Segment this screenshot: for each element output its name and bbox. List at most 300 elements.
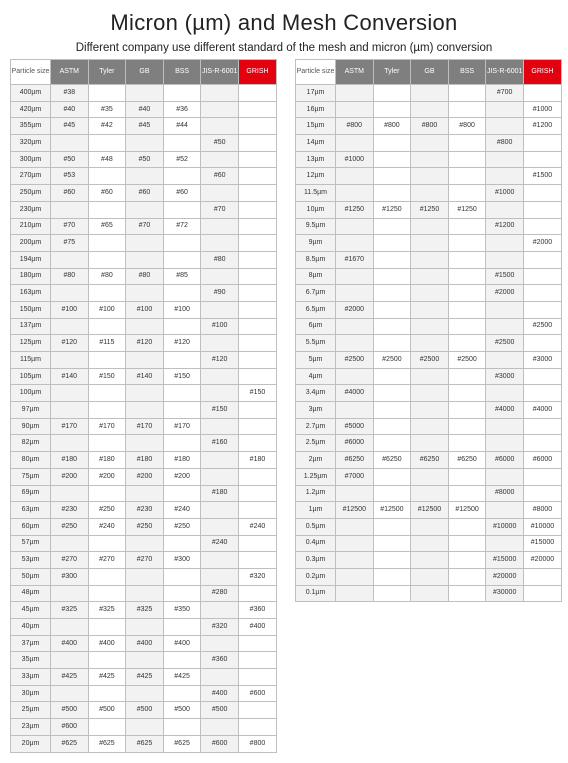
table-row xyxy=(11,218,277,235)
table-body-left xyxy=(11,85,277,753)
mesh-cell xyxy=(163,652,201,669)
mesh-cell xyxy=(336,218,374,235)
mesh-cell: #1250 xyxy=(373,201,411,218)
mesh-cell xyxy=(238,235,276,252)
table-row xyxy=(296,285,562,302)
particle-size-cell: 1µm xyxy=(296,502,336,519)
mesh-cell xyxy=(373,435,411,452)
mesh-cell: #270 xyxy=(88,552,126,569)
mesh-cell: #400 xyxy=(88,635,126,652)
particle-size-cell: 30µm xyxy=(11,685,51,702)
mesh-cell xyxy=(448,518,486,535)
mesh-cell xyxy=(201,468,239,485)
particle-size-cell: 35µm xyxy=(11,652,51,669)
mesh-cell xyxy=(126,652,164,669)
mesh-cell xyxy=(88,402,126,419)
mesh-cell: #90 xyxy=(201,285,239,302)
mesh-cell xyxy=(51,485,89,502)
mesh-cell xyxy=(373,535,411,552)
particle-size-cell: 53µm xyxy=(11,552,51,569)
mesh-cell xyxy=(88,652,126,669)
mesh-cell: #4000 xyxy=(486,402,524,419)
mesh-cell xyxy=(88,435,126,452)
mesh-cell xyxy=(336,285,374,302)
particle-size-cell: 16µm xyxy=(296,101,336,118)
mesh-cell xyxy=(523,251,561,268)
mesh-cell xyxy=(336,168,374,185)
mesh-cell xyxy=(448,251,486,268)
mesh-cell xyxy=(88,585,126,602)
mesh-cell xyxy=(238,335,276,352)
mesh-cell: #2000 xyxy=(486,285,524,302)
mesh-cell xyxy=(238,285,276,302)
header-jis: JIS-R-6001 xyxy=(201,60,239,85)
mesh-cell: #1670 xyxy=(336,251,374,268)
mesh-cell xyxy=(373,235,411,252)
header-bss: BSS xyxy=(163,60,201,85)
mesh-cell xyxy=(486,502,524,519)
mesh-cell xyxy=(238,635,276,652)
mesh-cell: #240 xyxy=(88,518,126,535)
mesh-cell: #625 xyxy=(51,735,89,752)
mesh-cell xyxy=(486,535,524,552)
mesh-cell xyxy=(336,335,374,352)
particle-size-cell: 0.3µm xyxy=(296,552,336,569)
table-row xyxy=(11,168,277,185)
mesh-cell: #60 xyxy=(51,185,89,202)
mesh-cell xyxy=(163,235,201,252)
mesh-cell xyxy=(163,435,201,452)
mesh-cell xyxy=(448,335,486,352)
mesh-cell: #500 xyxy=(51,702,89,719)
mesh-cell xyxy=(373,468,411,485)
table-row xyxy=(296,268,562,285)
mesh-cell: #230 xyxy=(51,502,89,519)
particle-size-cell: 8µm xyxy=(296,268,336,285)
mesh-cell xyxy=(523,268,561,285)
particle-size-cell: 12µm xyxy=(296,168,336,185)
mesh-cell xyxy=(163,135,201,152)
mesh-cell xyxy=(373,335,411,352)
mesh-cell xyxy=(523,568,561,585)
mesh-cell xyxy=(411,101,449,118)
mesh-cell: #800 xyxy=(336,118,374,135)
mesh-cell xyxy=(523,185,561,202)
mesh-cell: #8000 xyxy=(523,502,561,519)
mesh-cell: #80 xyxy=(51,268,89,285)
mesh-cell xyxy=(373,402,411,419)
mesh-cell: #38 xyxy=(51,85,89,102)
mesh-cell xyxy=(411,251,449,268)
mesh-cell xyxy=(373,251,411,268)
mesh-cell: #48 xyxy=(88,151,126,168)
mesh-cell xyxy=(486,435,524,452)
mesh-cell: #35 xyxy=(88,101,126,118)
mesh-cell xyxy=(411,535,449,552)
header-particle-size: Particle size xyxy=(11,60,51,85)
mesh-cell: #15000 xyxy=(523,535,561,552)
mesh-cell: #50 xyxy=(51,151,89,168)
mesh-cell xyxy=(486,151,524,168)
mesh-cell: #160 xyxy=(201,435,239,452)
mesh-cell: #70 xyxy=(126,218,164,235)
mesh-cell: #240 xyxy=(201,535,239,552)
mesh-cell xyxy=(523,85,561,102)
particle-size-cell: 400µm xyxy=(11,85,51,102)
particle-size-cell: 1.2µm xyxy=(296,485,336,502)
mesh-cell xyxy=(163,318,201,335)
particle-size-cell: 2.7µm xyxy=(296,418,336,435)
table-row xyxy=(11,402,277,419)
mesh-cell xyxy=(88,485,126,502)
table-row xyxy=(296,168,562,185)
mesh-cell: #2000 xyxy=(523,235,561,252)
mesh-cell: #625 xyxy=(126,735,164,752)
particle-size-cell: 9.5µm xyxy=(296,218,336,235)
mesh-cell: #150 xyxy=(201,402,239,419)
table-row xyxy=(296,135,562,152)
mesh-cell: #240 xyxy=(238,518,276,535)
mesh-cell xyxy=(448,135,486,152)
table-row xyxy=(296,385,562,402)
mesh-cell xyxy=(51,619,89,636)
conversion-table-left xyxy=(10,59,277,753)
mesh-cell: #52 xyxy=(163,151,201,168)
mesh-cell xyxy=(448,485,486,502)
mesh-cell xyxy=(448,301,486,318)
mesh-cell: #350 xyxy=(163,602,201,619)
mesh-cell: #2500 xyxy=(448,352,486,369)
mesh-cell: #800 xyxy=(448,118,486,135)
table-row xyxy=(11,652,277,669)
mesh-cell xyxy=(411,435,449,452)
mesh-cell: #5000 xyxy=(336,418,374,435)
mesh-cell xyxy=(448,151,486,168)
table-row xyxy=(11,235,277,252)
mesh-cell: #325 xyxy=(88,602,126,619)
mesh-cell xyxy=(523,335,561,352)
mesh-cell: #250 xyxy=(51,518,89,535)
mesh-cell: #42 xyxy=(88,118,126,135)
mesh-cell xyxy=(201,118,239,135)
mesh-cell: #2500 xyxy=(411,352,449,369)
mesh-cell xyxy=(51,385,89,402)
mesh-cell xyxy=(373,318,411,335)
table-row xyxy=(296,402,562,419)
mesh-cell xyxy=(163,85,201,102)
mesh-cell: #12500 xyxy=(448,502,486,519)
table-row xyxy=(11,185,277,202)
mesh-cell xyxy=(126,619,164,636)
header-gb: GB xyxy=(126,60,164,85)
table-row xyxy=(296,585,562,602)
mesh-cell: #70 xyxy=(201,201,239,218)
particle-size-cell: 0.1µm xyxy=(296,585,336,602)
table-row xyxy=(296,418,562,435)
mesh-cell: #170 xyxy=(51,418,89,435)
mesh-cell: #53 xyxy=(51,168,89,185)
mesh-cell: #180 xyxy=(126,452,164,469)
mesh-cell xyxy=(88,318,126,335)
particle-size-cell: 115µm xyxy=(11,352,51,369)
mesh-cell: #1250 xyxy=(411,201,449,218)
table-row xyxy=(296,251,562,268)
mesh-cell: #1000 xyxy=(523,101,561,118)
mesh-cell xyxy=(411,301,449,318)
particle-size-cell: 3.4µm xyxy=(296,385,336,402)
mesh-cell: #1250 xyxy=(336,201,374,218)
particle-size-cell: 210µm xyxy=(11,218,51,235)
mesh-cell: #280 xyxy=(201,585,239,602)
mesh-cell xyxy=(88,685,126,702)
particle-size-cell: 37µm xyxy=(11,635,51,652)
mesh-cell xyxy=(163,535,201,552)
particle-size-cell: 60µm xyxy=(11,518,51,535)
mesh-cell xyxy=(373,268,411,285)
table-row xyxy=(296,452,562,469)
mesh-cell xyxy=(201,719,239,736)
particle-size-cell: 105µm xyxy=(11,368,51,385)
mesh-cell xyxy=(486,318,524,335)
mesh-cell xyxy=(448,435,486,452)
mesh-cell xyxy=(336,318,374,335)
particle-size-cell: 25µm xyxy=(11,702,51,719)
table-row xyxy=(296,118,562,135)
mesh-cell xyxy=(373,385,411,402)
table-row xyxy=(296,368,562,385)
mesh-cell xyxy=(373,285,411,302)
table-row xyxy=(11,151,277,168)
particle-size-cell: 45µm xyxy=(11,602,51,619)
mesh-cell xyxy=(336,101,374,118)
mesh-cell xyxy=(238,669,276,686)
mesh-cell xyxy=(201,368,239,385)
mesh-cell xyxy=(88,719,126,736)
particle-size-cell: 23µm xyxy=(11,719,51,736)
mesh-cell xyxy=(126,585,164,602)
mesh-cell: #3000 xyxy=(523,352,561,369)
particle-size-cell: 0.4µm xyxy=(296,535,336,552)
particle-size-cell: 3µm xyxy=(296,402,336,419)
header-grish: GRISH xyxy=(238,60,276,85)
page-title: Micron (µm) and Mesh Conversion xyxy=(110,10,458,35)
mesh-cell xyxy=(523,135,561,152)
particle-size-cell: 14µm xyxy=(296,135,336,152)
table-row xyxy=(296,101,562,118)
table-row xyxy=(11,518,277,535)
header-gb: GB xyxy=(411,60,449,85)
mesh-cell xyxy=(411,468,449,485)
mesh-cell xyxy=(448,318,486,335)
mesh-cell: #500 xyxy=(201,702,239,719)
mesh-cell xyxy=(201,518,239,535)
mesh-cell xyxy=(238,168,276,185)
table-row xyxy=(11,702,277,719)
mesh-cell: #100 xyxy=(51,301,89,318)
mesh-cell: #1200 xyxy=(523,118,561,135)
table-row xyxy=(11,552,277,569)
mesh-cell: #250 xyxy=(88,502,126,519)
mesh-cell xyxy=(238,485,276,502)
table-row xyxy=(11,602,277,619)
mesh-cell xyxy=(238,418,276,435)
mesh-cell xyxy=(411,151,449,168)
mesh-cell xyxy=(238,652,276,669)
mesh-cell xyxy=(126,352,164,369)
mesh-cell xyxy=(448,585,486,602)
mesh-cell xyxy=(163,485,201,502)
mesh-cell: #170 xyxy=(163,418,201,435)
mesh-cell xyxy=(523,301,561,318)
particle-size-cell: 420µm xyxy=(11,101,51,118)
mesh-cell xyxy=(238,301,276,318)
header-jis: JIS-R-6001 xyxy=(486,60,524,85)
mesh-cell: #300 xyxy=(51,568,89,585)
mesh-cell xyxy=(448,568,486,585)
mesh-cell xyxy=(523,485,561,502)
mesh-cell: #45 xyxy=(51,118,89,135)
mesh-cell xyxy=(201,418,239,435)
mesh-cell xyxy=(486,101,524,118)
mesh-cell xyxy=(373,101,411,118)
particle-size-cell: 40µm xyxy=(11,619,51,636)
mesh-cell: #400 xyxy=(201,685,239,702)
mesh-cell xyxy=(201,669,239,686)
mesh-cell: #400 xyxy=(163,635,201,652)
particle-size-cell: 100µm xyxy=(11,385,51,402)
mesh-cell xyxy=(88,135,126,152)
mesh-cell: #100 xyxy=(88,301,126,318)
mesh-cell xyxy=(373,418,411,435)
particle-size-cell: 300µm xyxy=(11,151,51,168)
mesh-cell xyxy=(448,218,486,235)
mesh-cell xyxy=(88,251,126,268)
mesh-cell: #500 xyxy=(126,702,164,719)
particle-size-cell: 11.5µm xyxy=(296,185,336,202)
table-row xyxy=(11,285,277,302)
table-row xyxy=(296,485,562,502)
particle-size-cell: 8.5µm xyxy=(296,251,336,268)
mesh-cell xyxy=(163,251,201,268)
mesh-cell: #6250 xyxy=(336,452,374,469)
particle-size-cell: 82µm xyxy=(11,435,51,452)
table-row xyxy=(296,301,562,318)
mesh-cell xyxy=(201,602,239,619)
mesh-cell: #360 xyxy=(238,602,276,619)
mesh-cell: #2500 xyxy=(486,335,524,352)
header-bss: BSS xyxy=(448,60,486,85)
mesh-cell: #1000 xyxy=(486,185,524,202)
mesh-cell: #20000 xyxy=(523,552,561,569)
mesh-cell xyxy=(448,235,486,252)
mesh-cell xyxy=(373,368,411,385)
mesh-cell xyxy=(163,619,201,636)
mesh-cell xyxy=(163,402,201,419)
mesh-cell xyxy=(163,168,201,185)
mesh-cell xyxy=(373,85,411,102)
particle-size-cell: 33µm xyxy=(11,669,51,686)
mesh-cell xyxy=(238,185,276,202)
mesh-cell: #120 xyxy=(163,335,201,352)
mesh-cell: #300 xyxy=(163,552,201,569)
table-row xyxy=(296,185,562,202)
mesh-cell: #70 xyxy=(51,218,89,235)
table-row xyxy=(11,619,277,636)
mesh-cell xyxy=(201,185,239,202)
table-row xyxy=(11,535,277,552)
mesh-cell xyxy=(51,652,89,669)
mesh-cell xyxy=(448,368,486,385)
mesh-cell: #30000 xyxy=(486,585,524,602)
mesh-cell xyxy=(238,435,276,452)
mesh-cell: #150 xyxy=(238,385,276,402)
mesh-cell xyxy=(448,101,486,118)
particle-size-cell: 125µm xyxy=(11,335,51,352)
mesh-cell: #800 xyxy=(486,135,524,152)
mesh-cell xyxy=(163,352,201,369)
table-row xyxy=(11,101,277,118)
mesh-cell: #1000 xyxy=(336,151,374,168)
mesh-cell: #425 xyxy=(88,669,126,686)
mesh-cell xyxy=(411,585,449,602)
mesh-cell: #80 xyxy=(88,268,126,285)
mesh-cell: #7000 xyxy=(336,468,374,485)
mesh-cell: #100 xyxy=(163,301,201,318)
mesh-cell xyxy=(373,168,411,185)
table-body-right xyxy=(296,85,562,602)
mesh-cell: #140 xyxy=(126,368,164,385)
mesh-cell xyxy=(51,285,89,302)
mesh-cell xyxy=(523,385,561,402)
mesh-cell xyxy=(88,201,126,218)
mesh-cell xyxy=(336,552,374,569)
mesh-cell xyxy=(486,385,524,402)
mesh-cell: #1500 xyxy=(486,268,524,285)
mesh-cell xyxy=(126,318,164,335)
mesh-cell xyxy=(448,185,486,202)
mesh-cell: #10000 xyxy=(486,518,524,535)
mesh-cell xyxy=(448,285,486,302)
mesh-cell: #180 xyxy=(201,485,239,502)
mesh-cell xyxy=(448,468,486,485)
mesh-cell xyxy=(126,251,164,268)
table-row xyxy=(11,635,277,652)
mesh-cell: #2500 xyxy=(336,352,374,369)
mesh-cell xyxy=(411,368,449,385)
table-row xyxy=(11,485,277,502)
mesh-cell: #65 xyxy=(88,218,126,235)
mesh-cell: #50 xyxy=(201,135,239,152)
mesh-cell: #200 xyxy=(88,468,126,485)
header-tyler: Tyler xyxy=(88,60,126,85)
mesh-cell: #400 xyxy=(126,635,164,652)
mesh-cell xyxy=(523,218,561,235)
particle-size-cell: 194µm xyxy=(11,251,51,268)
table-row xyxy=(11,452,277,469)
mesh-cell: #240 xyxy=(163,502,201,519)
mesh-cell xyxy=(486,418,524,435)
header-particle-size: Particle size xyxy=(296,60,336,85)
particle-size-cell: 10µm xyxy=(296,201,336,218)
mesh-cell xyxy=(523,418,561,435)
mesh-cell xyxy=(126,685,164,702)
mesh-cell xyxy=(126,235,164,252)
mesh-cell: #2500 xyxy=(523,318,561,335)
particle-size-cell: 270µm xyxy=(11,168,51,185)
mesh-cell: #12500 xyxy=(336,502,374,519)
mesh-cell: #1500 xyxy=(523,168,561,185)
mesh-cell xyxy=(238,218,276,235)
